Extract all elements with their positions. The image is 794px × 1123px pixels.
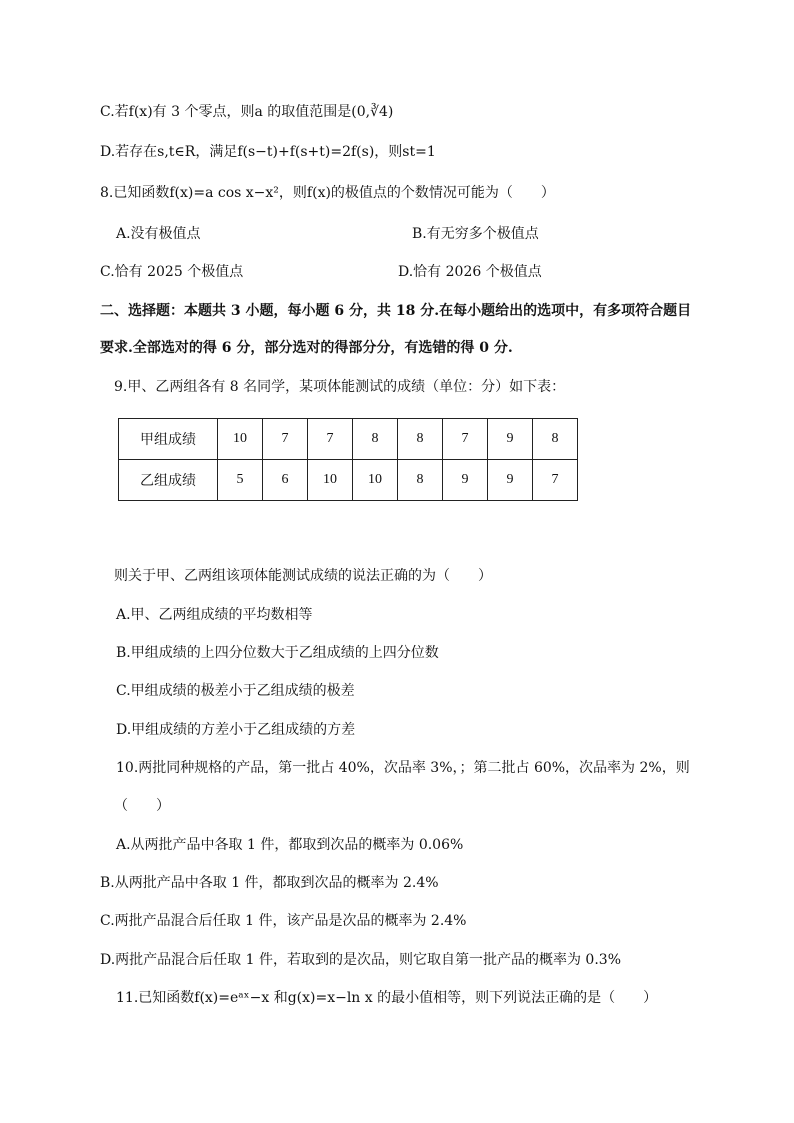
q9-option-b: B.甲组成绩的上四分位数大于乙组成绩的上四分位数 <box>116 645 439 661</box>
q9-stem: 9.甲、乙两组各有 8 名同学，某项体能测试的成绩（单位：分）如下表： <box>114 379 566 395</box>
q8-option-b: B.有无穷多个极值点 <box>412 226 539 242</box>
q10-option-b: B.从两批产品中各取 1 件，都取到次品的概率为 2.4% <box>100 875 439 891</box>
table-cell: 10 <box>353 460 398 501</box>
q10-option-c: C.两批产品混合后任取 1 件，该产品是次品的概率为 2.4% <box>100 913 467 929</box>
q9-option-a: A.甲、乙两组成绩的平均数相等 <box>116 607 313 623</box>
q7-option-d: D.若存在s,t∈R，满足f(s−t)+f(s+t)=2f(s)，则st=1 <box>100 144 436 160</box>
q9-option-c: C.甲组成绩的极差小于乙组成绩的极差 <box>116 683 355 699</box>
section-2-instructions-line1: 二、选择题：本题共 3 小题，每小题 6 分，共 18 分.在每小题给出的选项中，有多项符合题目 <box>100 303 692 319</box>
q7-option-c: C.若f(x)有 3 个零点，则a 的取值范围是(0,∛4) <box>100 104 394 120</box>
table-cell: 10 <box>218 419 263 460</box>
table-cell: 7 <box>533 460 578 501</box>
table-cell: 9 <box>488 460 533 501</box>
q11-stem: 11.已知函数f(x)=eᵃˣ−x 和g(x)=x−ln x 的最小值相等，则下列说法正确的是（ ） <box>116 990 658 1006</box>
section-2-instructions-line2: 要求.全部选对的得 6 分，部分选对的得部分分，有选错的得 0 分. <box>100 340 513 356</box>
score-table <box>118 418 578 501</box>
table-row <box>119 460 578 501</box>
q9-question: 则关于甲、乙两组该项体能测试成绩的说法正确的为（ ） <box>114 568 492 584</box>
q10-answer-paren: （ ） <box>114 798 170 814</box>
q8-option-d: D.恰有 2026 个极值点 <box>398 264 542 280</box>
table-cell: 7 <box>308 419 353 460</box>
q10-option-a: A.从两批产品中各取 1 件，都取到次品的概率为 0.06% <box>116 837 464 853</box>
table-cell: 10 <box>308 460 353 501</box>
table-cell: 8 <box>353 419 398 460</box>
table-cell: 9 <box>488 419 533 460</box>
table-cell: 8 <box>533 419 578 460</box>
table-cell: 7 <box>263 419 308 460</box>
table-cell: 7 <box>443 419 488 460</box>
q10-stem: 10.两批同种规格的产品，第一批占 40%，次品率 3%，；第二批占 60%，次品率为 2%，则 <box>116 760 690 776</box>
q8-stem: 8.已知函数f(x)=a cos x−x²，则f(x)的极值点的个数情况可能为（ ） <box>100 185 555 201</box>
table-cell: 5 <box>218 460 263 501</box>
q8-option-c: C.恰有 2025 个极值点 <box>100 264 244 280</box>
table-row <box>119 419 578 460</box>
q10-option-d: D.两批产品混合后任取 1 件，若取到的是次品，则它取自第一批产品的概率为 0.3% <box>100 952 621 968</box>
table-cell: 8 <box>398 460 443 501</box>
table-row-label: 乙组成绩 <box>119 460 218 501</box>
table-row-label: 甲组成绩 <box>119 419 218 460</box>
table-cell: 6 <box>263 460 308 501</box>
table-cell: 8 <box>398 419 443 460</box>
q8-option-a: A.没有极值点 <box>116 226 201 242</box>
table-cell: 9 <box>443 460 488 501</box>
q9-option-d: D.甲组成绩的方差小于乙组成绩的方差 <box>116 722 356 738</box>
